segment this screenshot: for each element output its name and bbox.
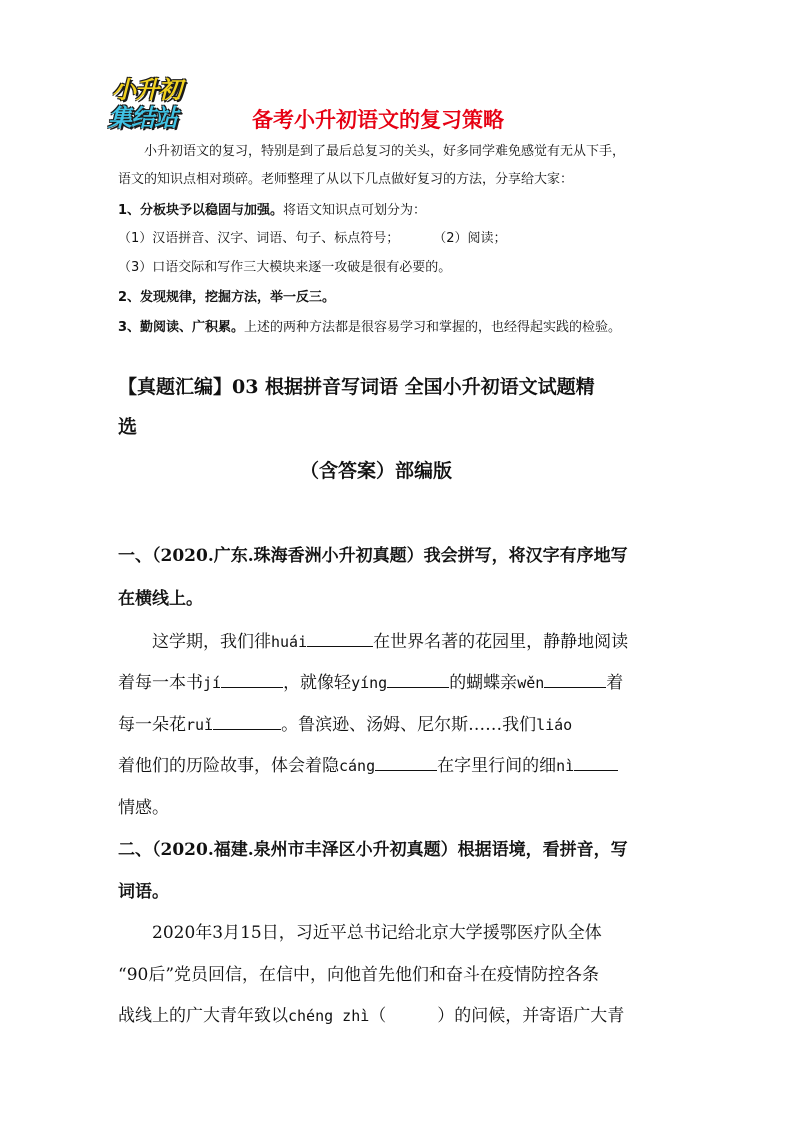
question-1-line-3: [118, 710, 572, 735]
strategy-2: [118, 286, 678, 310]
pinyin: jí: [203, 674, 222, 692]
text-segment: 着他们的历险故事，体会着隐: [118, 756, 339, 776]
pinyin: nì: [556, 757, 575, 775]
question-2-line-2: “90后”党员回信，在信中，向他首先他们和奋斗在疫情防控各条: [118, 965, 600, 985]
logo-line-2: 集结站: [108, 104, 177, 132]
strategy-1-title: 1、分板块予以稳固与加强。: [118, 203, 284, 218]
logo-line-1: 小升初: [112, 76, 181, 104]
answer-blank[interactable]: [375, 753, 437, 771]
answer-blank[interactable]: [574, 753, 618, 771]
strategy-2-title: 2、发现规律，挖掘方法，举一反三。: [118, 290, 336, 305]
question-2-title-line-1: 二、（2020.福建.泉州市丰泽区小升初真题）根据语境，看拼音，写: [118, 840, 628, 860]
text-segment: 在字里行间的细: [437, 756, 557, 776]
page-title: 备考小升初语文的复习策略: [252, 108, 504, 132]
question-2-title-line-2: 词语。: [118, 882, 169, 902]
strategy-1-item-1: （1）汉语拼音、汉字、词语、句子、标点符号；: [118, 231, 400, 246]
pinyin: yíng: [351, 674, 388, 692]
strategy-1-item-3: （3）口语交际和写作三大模块来逐一攻破是很有必要的。: [118, 260, 452, 275]
strategy-1-text: 将语文知识点可划分为：: [283, 203, 427, 218]
question-1-title-line-1: 一、（2020.广东.珠海香洲小升初真题）我会拼写，将汉字有序地写: [118, 546, 628, 566]
intro-paragraph-line-1: 小升初语文的复习，特别是到了最后总复习的关头，好多同学难免感觉有无从下手，: [144, 144, 626, 159]
question-1-line-2: [118, 668, 623, 693]
pinyin: chéng zhì: [288, 1007, 370, 1025]
brand-logo: [108, 70, 210, 132]
question-1-line-1: [152, 627, 628, 652]
text-segment: 这学期，我们徘: [152, 632, 271, 652]
question-1-line-4: [118, 751, 618, 776]
answer-blank[interactable]: [221, 670, 283, 688]
strategy-1-items: [118, 227, 678, 251]
pinyin: wěn: [517, 674, 545, 692]
pinyin: ruǐ: [186, 716, 214, 734]
question-1-title-line-2: 在横线上。: [118, 589, 203, 609]
question-2-line-3: [118, 1001, 624, 1026]
doc-heading-line-1: 【真题汇编】03 根据拼音写词语 全国小升初语文试题精: [118, 376, 595, 398]
question-1-line-5: 情感。: [118, 798, 169, 818]
doc-heading-line-2: 选: [118, 416, 138, 438]
intro-paragraph-line-2: 语文的知识点相对琐碎。老师整理了从以下几点做好复习的方法，分享给大家：: [118, 172, 574, 187]
text-segment: 的蝴蝶亲: [449, 673, 518, 693]
strategy-1-item-2: （2）阅读；: [433, 231, 507, 246]
strategy-3-text: 上述的两种方法都是很容易学习和掌握的，也经得起实践的检验。: [244, 320, 622, 335]
text-segment: 着: [606, 673, 624, 693]
answer-blank[interactable]: [213, 712, 281, 730]
text-segment: 每一朵花: [118, 715, 186, 735]
text-segment: 。鲁滨逊、汤姆、尼尔斯……我们: [281, 715, 537, 735]
pinyin: liáo: [536, 716, 573, 734]
pinyin: cáng: [339, 757, 376, 775]
text-segment: ，就像轻: [283, 673, 352, 693]
strategy-3: [118, 316, 678, 340]
doc-heading-line-3: （含答案）部编版: [300, 460, 453, 482]
answer-blank[interactable]: [387, 670, 449, 688]
pinyin: huái: [271, 633, 308, 651]
strategy-3-title: 3、勤阅读、广积累。: [118, 320, 245, 335]
strategy-1: [118, 199, 678, 223]
text-segment: （ ）的问候，并寄语广大青: [369, 1006, 625, 1026]
text-segment: 着每一本书: [118, 673, 203, 693]
text-segment: 在世界名著的花园里，静静地阅读: [373, 632, 629, 652]
question-2-line-1: 2020年3月15日，习近平总书记给北京大学援鄂医疗队全体: [152, 923, 602, 943]
answer-blank[interactable]: [307, 629, 373, 647]
text-segment: 战线上的广大青年致以: [118, 1006, 288, 1026]
answer-blank[interactable]: [544, 670, 606, 688]
